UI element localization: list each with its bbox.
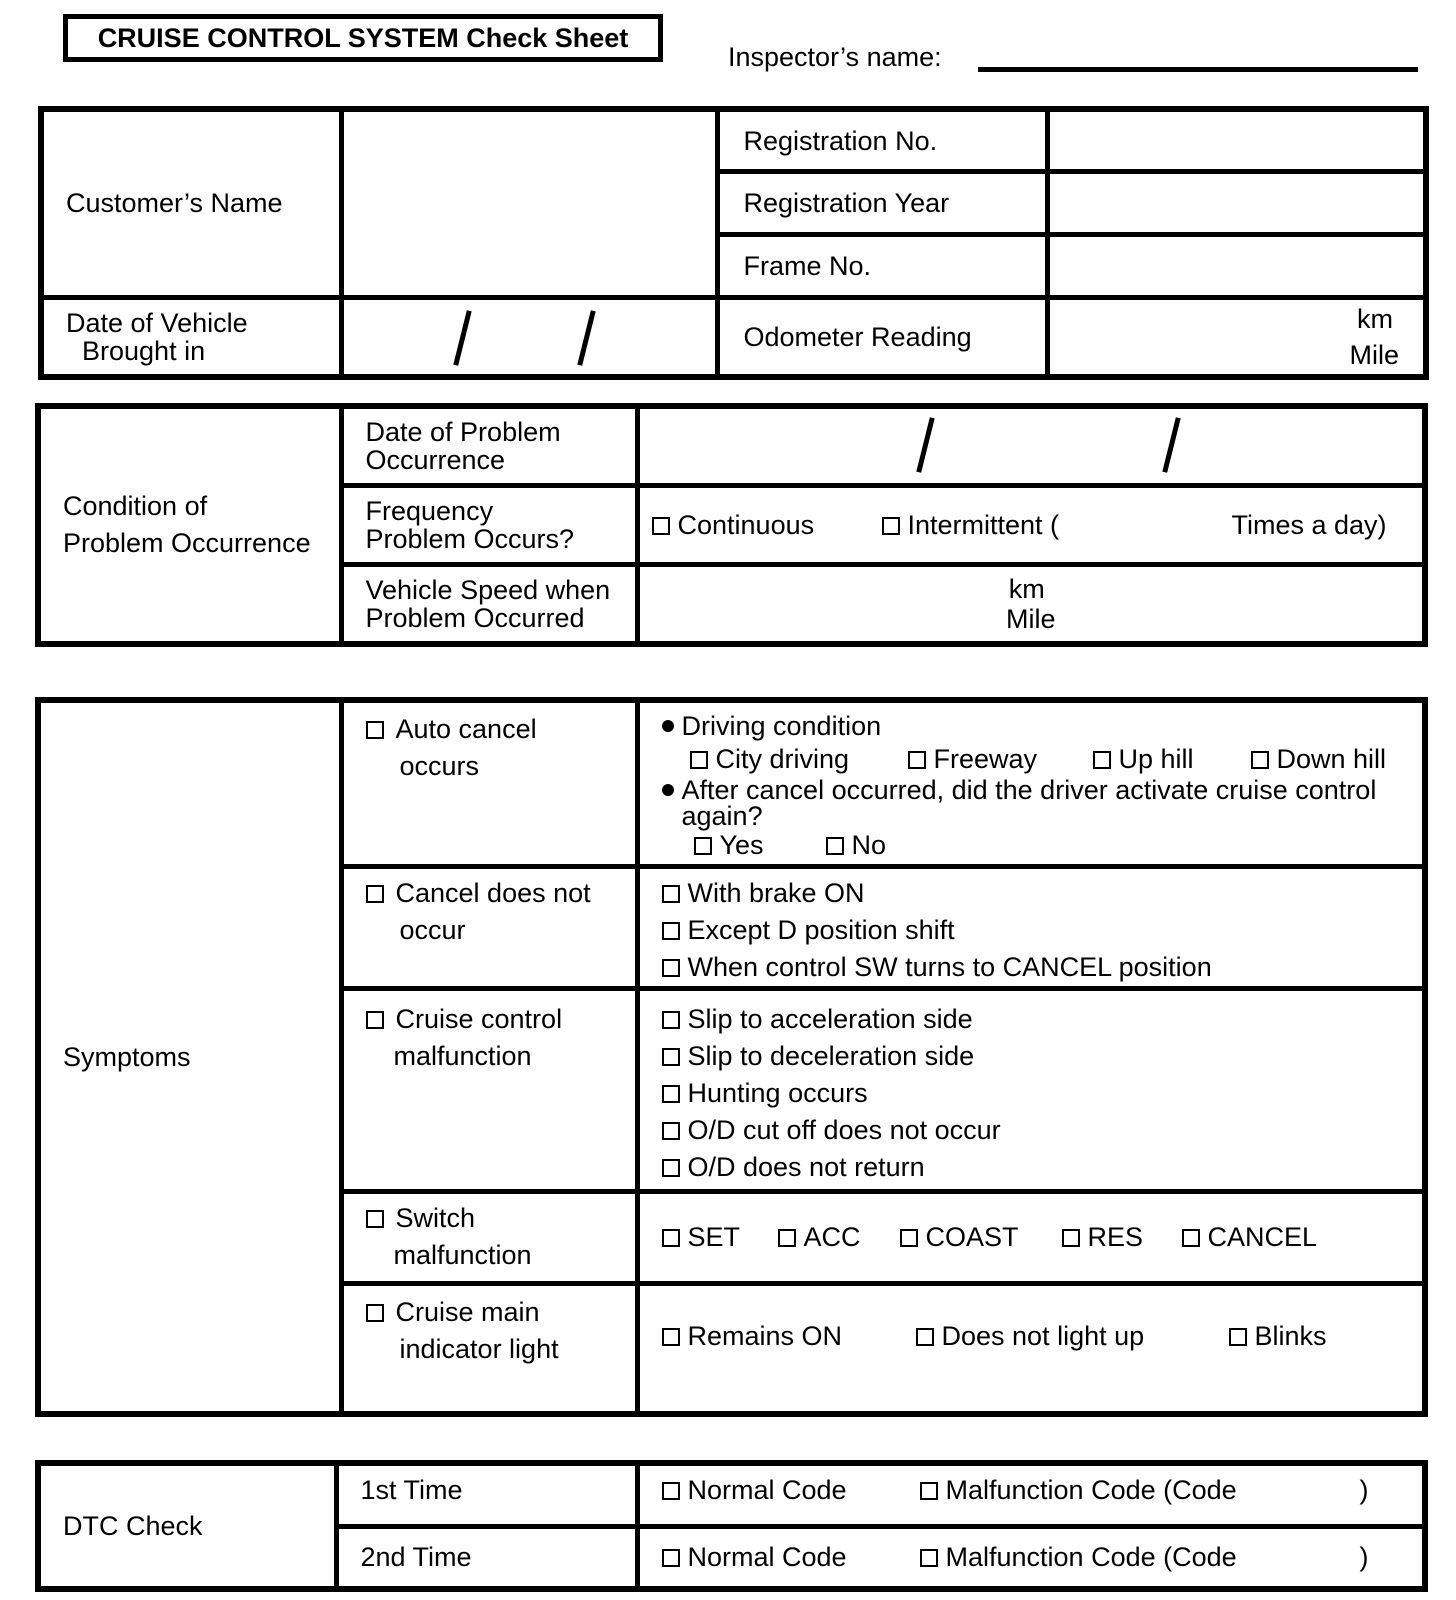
auto-cancel-option[interactable]: Auto cancel xyxy=(344,711,635,748)
checkbox[interactable] xyxy=(662,1122,680,1140)
indicator-light-details xyxy=(637,1283,1425,1414)
checkbox[interactable] xyxy=(1093,751,1111,769)
slip-acceleration-option[interactable]: Slip to acceleration side xyxy=(662,1001,1423,1038)
date-brought-in-field[interactable] xyxy=(341,298,717,377)
checkbox[interactable] xyxy=(882,517,900,535)
checkbox[interactable] xyxy=(366,885,384,903)
od-not-return-option[interactable]: O/D does not return xyxy=(662,1149,1423,1186)
bullet-icon xyxy=(662,720,674,732)
checkbox[interactable] xyxy=(900,1229,918,1247)
remains-on-option[interactable]: Remains ON xyxy=(662,1322,916,1350)
cruise-malfunction-cell: Cruise control malfunction xyxy=(341,988,637,1191)
registration-year-field[interactable] xyxy=(1047,172,1426,235)
checkbox[interactable] xyxy=(662,1229,680,1247)
frame-no-label: Frame No. xyxy=(717,235,1047,298)
cruise-malfunction-details xyxy=(637,988,1425,1191)
city-driving-option[interactable]: City driving xyxy=(690,744,908,775)
checkbox[interactable] xyxy=(1229,1328,1247,1346)
frequency-options xyxy=(637,485,1425,564)
frequency-label: Frequency Problem Occurs? xyxy=(341,485,637,564)
intermittent-option[interactable]: Intermittent ( xyxy=(882,511,1232,539)
checkbox[interactable] xyxy=(366,1011,384,1029)
set-option[interactable]: SET xyxy=(662,1223,778,1251)
down-hill-option[interactable]: Down hill xyxy=(1251,744,1387,775)
indicator-light-cell: Cruise main indicator light xyxy=(341,1283,637,1414)
coast-option[interactable]: COAST xyxy=(900,1223,1062,1251)
checkbox[interactable] xyxy=(366,1304,384,1322)
checkbox[interactable] xyxy=(662,1011,680,1029)
date-brought-in-label: Date of Vehicle Brought in xyxy=(41,298,341,377)
slip-deceleration-option[interactable]: Slip to deceleration side xyxy=(662,1038,1423,1075)
inspector-name-label: Inspector’s name: xyxy=(728,42,942,72)
problem-date-field[interactable] xyxy=(637,406,1425,485)
registration-no-field[interactable] xyxy=(1047,109,1426,172)
checkbox[interactable] xyxy=(662,1085,680,1103)
date-separator xyxy=(577,311,595,367)
odometer-field[interactable]: km Mile xyxy=(1047,298,1426,377)
symptoms-section-label: Symptoms xyxy=(38,700,341,1414)
date-separator xyxy=(1162,417,1180,473)
cancel-not-occur-cell: Cancel does not occur xyxy=(341,866,637,988)
condition-table xyxy=(35,403,1428,647)
yes-option[interactable]: Yes xyxy=(694,830,826,861)
continuous-option[interactable]: Continuous xyxy=(652,511,882,539)
checkbox[interactable] xyxy=(662,1482,680,1500)
cruise-malfunction-option[interactable]: Cruise control xyxy=(344,1001,635,1038)
odometer-label: Odometer Reading xyxy=(717,298,1047,377)
checkbox[interactable] xyxy=(690,751,708,769)
with-brake-on-option[interactable]: With brake ON xyxy=(662,875,1423,912)
checkbox[interactable] xyxy=(652,517,670,535)
checkbox[interactable] xyxy=(662,922,680,940)
checkbox[interactable] xyxy=(826,837,844,855)
checkbox[interactable] xyxy=(1251,751,1269,769)
cancel-not-occur-option[interactable]: Cancel does not xyxy=(344,875,635,912)
checkbox[interactable] xyxy=(920,1549,938,1567)
checkbox[interactable] xyxy=(366,1210,384,1228)
checkbox[interactable] xyxy=(662,1549,680,1567)
checkbox[interactable] xyxy=(1182,1229,1200,1247)
no-option[interactable]: No xyxy=(826,830,887,861)
checkbox[interactable] xyxy=(662,1159,680,1177)
checkbox[interactable] xyxy=(694,837,712,855)
customer-name-label: Customer’s Name xyxy=(41,109,341,298)
close-paren: ) xyxy=(1359,1542,1369,1573)
res-option[interactable]: RES xyxy=(1062,1223,1182,1251)
cancel-option[interactable]: CANCEL xyxy=(1182,1223,1318,1251)
times-a-day-text: Times a day) xyxy=(1231,509,1387,540)
dtc-second-time-label: 2nd Time xyxy=(336,1526,637,1589)
indicator-light-option[interactable]: Cruise main xyxy=(344,1294,635,1331)
dtc-first-time-label: 1st Time xyxy=(336,1463,637,1526)
close-paren: ) xyxy=(1359,1475,1369,1505)
od-cut-off-option[interactable]: O/D cut off does not occur xyxy=(662,1112,1423,1149)
date-separator xyxy=(453,311,471,367)
dtc-first-time-options xyxy=(637,1463,1425,1526)
checkbox[interactable] xyxy=(662,959,680,977)
cancel-not-occur-details xyxy=(637,866,1425,988)
vehicle-speed-label: Vehicle Speed when Problem Occurred xyxy=(341,565,637,644)
symptoms-table xyxy=(35,697,1428,1417)
checkbox[interactable] xyxy=(662,1048,680,1066)
registration-year-label: Registration Year xyxy=(717,172,1047,235)
checkbox[interactable] xyxy=(916,1328,934,1346)
checkbox[interactable] xyxy=(366,721,384,739)
vehicle-info-table xyxy=(38,106,1429,380)
switch-malfunction-option[interactable]: Switch xyxy=(344,1200,635,1237)
blinks-option[interactable]: Blinks xyxy=(1229,1322,1327,1350)
dtc-section-label: DTC Check xyxy=(38,1463,336,1589)
bullet-icon xyxy=(662,784,674,796)
normal-code-option[interactable]: Normal Code xyxy=(662,1543,920,1571)
switch-malfunction-cell: Switch malfunction xyxy=(341,1191,637,1283)
frame-no-field[interactable] xyxy=(1047,235,1426,298)
checkbox[interactable] xyxy=(778,1229,796,1247)
checkbox[interactable] xyxy=(1062,1229,1080,1247)
auto-cancel-cell: Auto cancel occurs xyxy=(341,700,637,866)
date-separator xyxy=(916,417,934,473)
checkbox[interactable] xyxy=(662,885,680,903)
checkbox[interactable] xyxy=(662,1328,680,1346)
hunting-occurs-option[interactable]: Hunting occurs xyxy=(662,1075,1423,1112)
malfunction-code-option[interactable]: Malfunction Code (Code xyxy=(920,1476,1360,1504)
dtc-second-time-options xyxy=(637,1526,1425,1589)
switch-malfunction-details xyxy=(637,1191,1425,1283)
up-hill-option[interactable]: Up hill xyxy=(1093,744,1251,775)
auto-cancel-details: Driving condition City driving Freeway Up hill Down hill After cancel occurred, did the driver activate cruise control again? Yes No xyxy=(637,700,1425,866)
dtc-check-table xyxy=(35,1460,1428,1592)
condition-section-label: Condition of Problem Occurrence xyxy=(38,406,341,644)
customer-name-field[interactable] xyxy=(341,109,717,298)
registration-no-label: Registration No. xyxy=(717,109,1047,172)
malfunction-code-option[interactable]: Malfunction Code (Code xyxy=(920,1543,1360,1571)
freeway-option[interactable]: Freeway xyxy=(908,744,1093,775)
problem-date-label: Date of Problem Occurrence xyxy=(341,406,637,485)
checkbox[interactable] xyxy=(920,1482,938,1500)
except-d-shift-option[interactable]: Except D position shift xyxy=(662,912,1423,949)
inspector-name-field[interactable] xyxy=(978,67,1418,72)
checkbox[interactable] xyxy=(908,751,926,769)
vehicle-speed-field[interactable]: km Mile xyxy=(637,565,1425,644)
normal-code-option[interactable]: Normal Code xyxy=(662,1476,920,1504)
acc-option[interactable]: ACC xyxy=(778,1223,900,1251)
does-not-light-option[interactable]: Does not light up xyxy=(916,1322,1229,1350)
control-sw-cancel-option[interactable]: When control SW turns to CANCEL position xyxy=(662,949,1423,986)
page-title: CRUISE CONTROL SYSTEM Check Sheet xyxy=(63,14,663,62)
